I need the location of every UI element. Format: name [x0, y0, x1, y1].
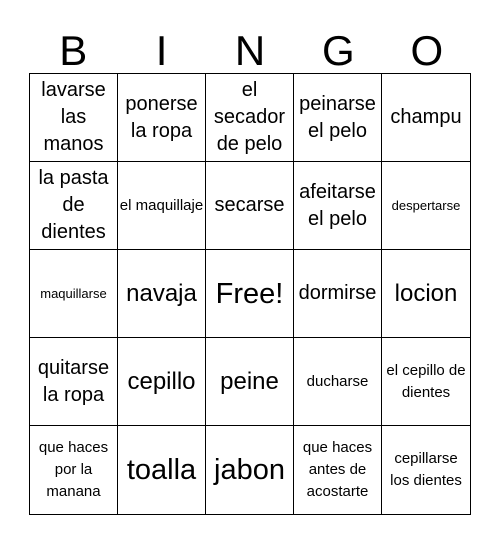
- bingo-cell-r5-c2[interactable]: [118, 426, 206, 514]
- bingo-cell-r3-c2[interactable]: [118, 250, 206, 338]
- header-letter-n: N: [234, 27, 266, 74]
- cell-text: quitarse la ropa: [37, 356, 110, 406]
- cell-text: despertarse: [391, 198, 461, 213]
- bingo-cell-free[interactable]: [206, 250, 294, 338]
- bingo-cell-r5-c3[interactable]: [206, 426, 294, 514]
- cell-text: champu: [390, 106, 462, 128]
- cell-text: el secador de pelo: [213, 79, 286, 155]
- bingo-cell-r5-c4[interactable]: [294, 426, 382, 514]
- bingo-header: [29, 27, 471, 74]
- bingo-cell-r2-c1[interactable]: [30, 162, 118, 250]
- bingo-cell-r3-c1[interactable]: [30, 250, 118, 338]
- cell-text: que haces por la manana: [38, 439, 109, 500]
- header-letter-o: O: [410, 27, 444, 74]
- cell-text: que haces antes de acostarte: [302, 439, 373, 500]
- cell-text: Free!: [215, 277, 284, 310]
- cell-text: la pasta de dientes: [38, 167, 109, 243]
- bingo-cell-r1-c1[interactable]: [30, 74, 118, 162]
- cell-text: cepillo: [127, 367, 196, 395]
- bingo-cell-r1-c3[interactable]: [206, 74, 294, 162]
- bingo-cell-r1-c4[interactable]: [294, 74, 382, 162]
- bingo-cell-r4-c3[interactable]: [206, 338, 294, 426]
- cell-text: jabon: [214, 454, 285, 486]
- cell-text: ducharse: [306, 372, 369, 390]
- bingo-cell-r4-c2[interactable]: [118, 338, 206, 426]
- header-letter-g: G: [322, 27, 355, 74]
- bingo-cell-r4-c4[interactable]: [294, 338, 382, 426]
- cell-text: peinarse el pelo: [299, 92, 376, 142]
- cell-text: dormirse: [298, 282, 377, 304]
- bingo-cell-r2-c2[interactable]: [118, 162, 206, 250]
- cell-text: cepillarse los dientes: [390, 450, 462, 489]
- cell-text: maquillarse: [40, 286, 107, 301]
- bingo-cell-r2-c3[interactable]: [206, 162, 294, 250]
- bingo-cell-r4-c5[interactable]: [382, 338, 470, 426]
- bingo-cell-r5-c5[interactable]: [382, 426, 470, 514]
- bingo-board: [29, 73, 471, 515]
- bingo-cell-r3-c4[interactable]: [294, 250, 382, 338]
- cell-text: peine: [220, 367, 279, 395]
- cell-text: toalla: [126, 454, 197, 486]
- bingo-cell-r1-c5[interactable]: [382, 74, 470, 162]
- cell-text: el maquillaje: [119, 196, 204, 214]
- bingo-cell-r5-c1[interactable]: [30, 426, 118, 514]
- header-letter-i: I: [155, 27, 168, 74]
- bingo-cell-r1-c2[interactable]: [118, 74, 206, 162]
- cell-text: ponerse la ropa: [125, 92, 198, 142]
- bingo-cell-r3-c5[interactable]: [382, 250, 470, 338]
- cell-text: lavarse las manos: [41, 79, 106, 155]
- bingo-cell-r2-c5[interactable]: [382, 162, 470, 250]
- header-letter-b: B: [59, 27, 88, 74]
- cell-text: el cepillo de dientes: [386, 361, 466, 401]
- bingo-cell-r2-c4[interactable]: [294, 162, 382, 250]
- cell-text: secarse: [214, 194, 285, 216]
- cell-text: navaja: [126, 279, 197, 307]
- cell-text: afeitarse el pelo: [299, 180, 376, 230]
- bingo-cell-r4-c1[interactable]: [30, 338, 118, 426]
- cell-text: locion: [394, 279, 458, 307]
